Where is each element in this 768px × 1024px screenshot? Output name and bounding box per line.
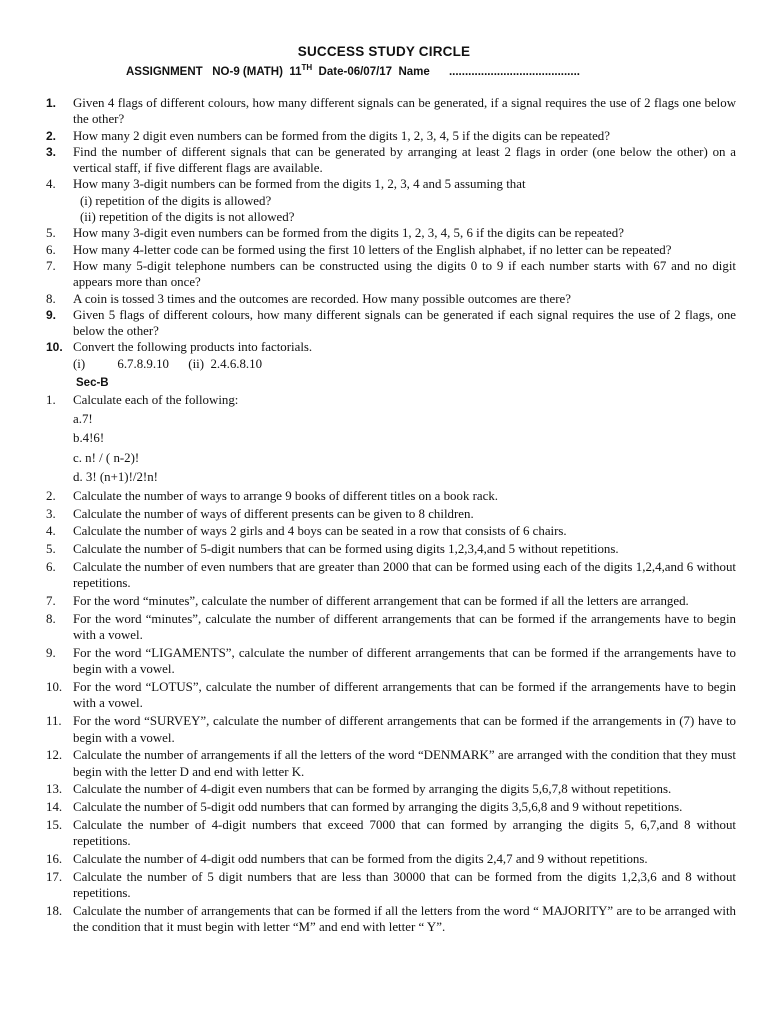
- question-number: 4.: [46, 177, 56, 192]
- question-a10: [46, 339, 736, 372]
- question-a5: [46, 225, 736, 241]
- calc-part: b.4!6!: [73, 431, 105, 446]
- question-number: 6.: [46, 242, 56, 257]
- calc-part: c. n! / ( n-2)!: [73, 450, 140, 465]
- question-number: 8.: [46, 291, 56, 306]
- section-a: [46, 95, 736, 372]
- question-text: Calculate the number of 5-digit numbers that can be formed using digits 1,2,3,4,and 5 without repetitions.: [73, 542, 619, 557]
- question-subpart: (i) 6.7.8.9.10 (ii) 2.4.6.8.10: [73, 356, 263, 371]
- question-subpart: (i) repetition of the digits is allowed?: [80, 193, 272, 208]
- question-text: Calculate the number of 5 digit numbers that are less than 30000 that can be formed from the digits 1,2,3,6 and 8 without repetitions.: [73, 869, 736, 901]
- question-number: 5.: [46, 542, 56, 557]
- question-text: For the word “minutes”, calculate the number of different arrangements that can be formed if the arrangements have to begin with a vowel.: [73, 611, 736, 643]
- question-b12: [46, 747, 736, 780]
- question-text: Calculate the number of ways 2 girls and 4 boys can be seated in a row that consists of 6 chairs.: [73, 524, 567, 539]
- question-b17: [46, 869, 736, 902]
- question-text: Convert the following products into factorials.: [73, 340, 313, 355]
- question-number: 7.: [46, 258, 56, 273]
- question-number: 13.: [46, 782, 63, 797]
- question-b16: [46, 851, 736, 867]
- question-text: How many 3-digit numbers can be formed from the digits 1, 2, 3, 4 and 5 assuming that: [73, 177, 526, 192]
- question-number: 9.: [46, 646, 56, 661]
- question-text: Calculate the number of 5-digit odd numbers that can formed by arranging the digits 3,5,6,8 and 9 without repetitions.: [73, 800, 683, 815]
- question-subpart: (ii) repetition of the digits is not allowed?: [80, 210, 295, 225]
- assignment-suffix: Date-06/07/17 Name .........................................: [312, 66, 580, 78]
- question-text: For the word “minutes”, calculate the number of different arrangement that can be formed if all the letters are arranged.: [73, 594, 689, 609]
- question-b9: [46, 645, 736, 678]
- question-number: 11.: [46, 714, 62, 729]
- question-number: 18.: [46, 903, 63, 918]
- question-a2: [46, 128, 736, 144]
- question-b5: [46, 541, 736, 557]
- question-text: Calculate each of the following:: [73, 393, 239, 408]
- calc-part: d. 3! (n+1)!/2!n!: [73, 470, 158, 485]
- question-text: Calculate the number of 4-digit even numbers that can be formed by arranging the digits 5,6,7,8 without repetitions.: [73, 782, 672, 797]
- question-b10: [46, 679, 736, 712]
- question-number: 12.: [46, 748, 63, 763]
- assignment-line: [126, 63, 580, 78]
- question-text: For the word “LOTUS”, calculate the number of different arrangements that can be formed if the arrangements have to begin with a vowel.: [73, 680, 736, 711]
- assignment-prefix: ASSIGNMENT NO-9 (MATH) 11: [126, 66, 302, 78]
- question-text: How many 3-digit even numbers can be formed from the digits 1, 2, 3, 4, 5, 6 if the digits can be repeated?: [73, 226, 624, 241]
- grade-superscript: TH: [301, 63, 313, 72]
- question-number: 15.: [46, 817, 63, 832]
- question-number: 1.: [46, 393, 56, 408]
- question-a8: [46, 291, 736, 307]
- calc-part: a.7!: [73, 411, 93, 426]
- question-a1: [46, 95, 736, 128]
- question-b18: [46, 903, 736, 936]
- question-text: Given 4 flags of different colours, how many different signals can be generated, if a signal requires the use of 2 flags one below the other?: [73, 96, 736, 127]
- question-text: Calculate the number of even numbers that are greater than 2000 that can be formed using each of the digits 1,2,4,and 6 without repetitions.: [73, 560, 736, 591]
- question-b2: [46, 488, 736, 504]
- question-a7: [46, 258, 736, 291]
- question-number: 17.: [46, 869, 63, 884]
- question-number: 7.: [46, 594, 56, 609]
- question-b14: [46, 799, 736, 815]
- question-text: How many 2 digit even numbers can be formed from the digits 1, 2, 3, 4, 5 if the digits can be repeated?: [73, 128, 610, 143]
- question-number: 8.: [46, 611, 56, 626]
- assignment-content: [46, 95, 736, 937]
- question-b11: [46, 713, 736, 746]
- question-a3: [46, 144, 736, 177]
- question-text: Calculate the number of arrangements that can be formed if all the letters from the word “ MAJORITY” are to be arranged with the condition that it must begin with letter “M” and end with letter “ Y”.: [73, 903, 736, 935]
- question-b8: [46, 611, 736, 644]
- question-number: 3.: [46, 506, 56, 521]
- question-text: Calculate the number of ways to arrange 9 books of different titles on a book rack.: [73, 488, 499, 503]
- page-title: SUCCESS STUDY CIRCLE: [297, 44, 471, 59]
- question-text: Calculate the number of 4-digit odd numbers that can be formed from the digits 2,4,7 and 9 without repetitions.: [73, 852, 648, 867]
- question-number: 10.: [46, 680, 63, 695]
- question-number: 2.: [46, 128, 57, 143]
- question-text: How many 5-digit telephone numbers can be constructed using the digits 0 to 9 if each number starts with 67 and no digit appears more than once?: [73, 258, 736, 290]
- question-number: 5.: [46, 226, 56, 241]
- question-number: 14.: [46, 800, 63, 815]
- question-text: A coin is tossed 3 times and the outcomes are recorded. How many possible outcomes are there?: [73, 291, 571, 306]
- question-a9: [46, 307, 736, 340]
- question-b3: [46, 506, 736, 522]
- question-b1: [46, 392, 736, 408]
- question-b4: [46, 523, 736, 539]
- question-b6: [46, 559, 736, 592]
- question-text: Find the number of different signals that can be generated by arranging at least 2 flags in order (one below the other) on a vertical staff, if five different flags are available.: [73, 144, 736, 176]
- question-a4: [46, 176, 736, 225]
- section-b-label: Sec-B: [76, 377, 109, 390]
- section-b: [46, 392, 736, 936]
- question-number: 10.: [46, 340, 63, 355]
- question-number: 16.: [46, 852, 63, 867]
- question-number: 4.: [46, 524, 56, 539]
- question-a6: [46, 242, 736, 258]
- question-text: Calculate the number of arrangements if all the letters of the word “DENMARK” are arranged with the condition that they must begin with the letter D and end with letter K.: [73, 748, 736, 779]
- question-number: 9.: [46, 307, 57, 322]
- question-number: 3.: [46, 144, 57, 159]
- question-text: Calculate the number of ways of different presents can be given to 8 children.: [73, 506, 474, 521]
- question-text: For the word “SURVEY”, calculate the number of different arrangements that can be formed if the arrangements in (7) have to begin with a vowel.: [73, 714, 736, 745]
- question-text: For the word “LIGAMENTS”, calculate the number of different arrangements that can be formed if the arrangements have to begin with a vowel.: [73, 646, 736, 677]
- question-b7: [46, 593, 736, 609]
- question-text: Given 5 flags of different colours, how many different signals can be generated if each signal requires the use of 2 flags, one below the other?: [73, 307, 736, 339]
- question-number: 1.: [46, 96, 57, 110]
- question-text: How many 4-letter code can be formed using the first 10 letters of the English alphabet, if no letter can be repeated?: [73, 242, 672, 257]
- question-b15: [46, 817, 736, 850]
- question-number: 6.: [46, 560, 56, 575]
- question-number: 2.: [46, 488, 56, 503]
- question-b13: [46, 781, 736, 797]
- question-text: Calculate the number of 4-digit numbers that exceed 7000 that can formed by arranging the digits 5, 6,7,and 8 without repetitions.: [73, 817, 736, 849]
